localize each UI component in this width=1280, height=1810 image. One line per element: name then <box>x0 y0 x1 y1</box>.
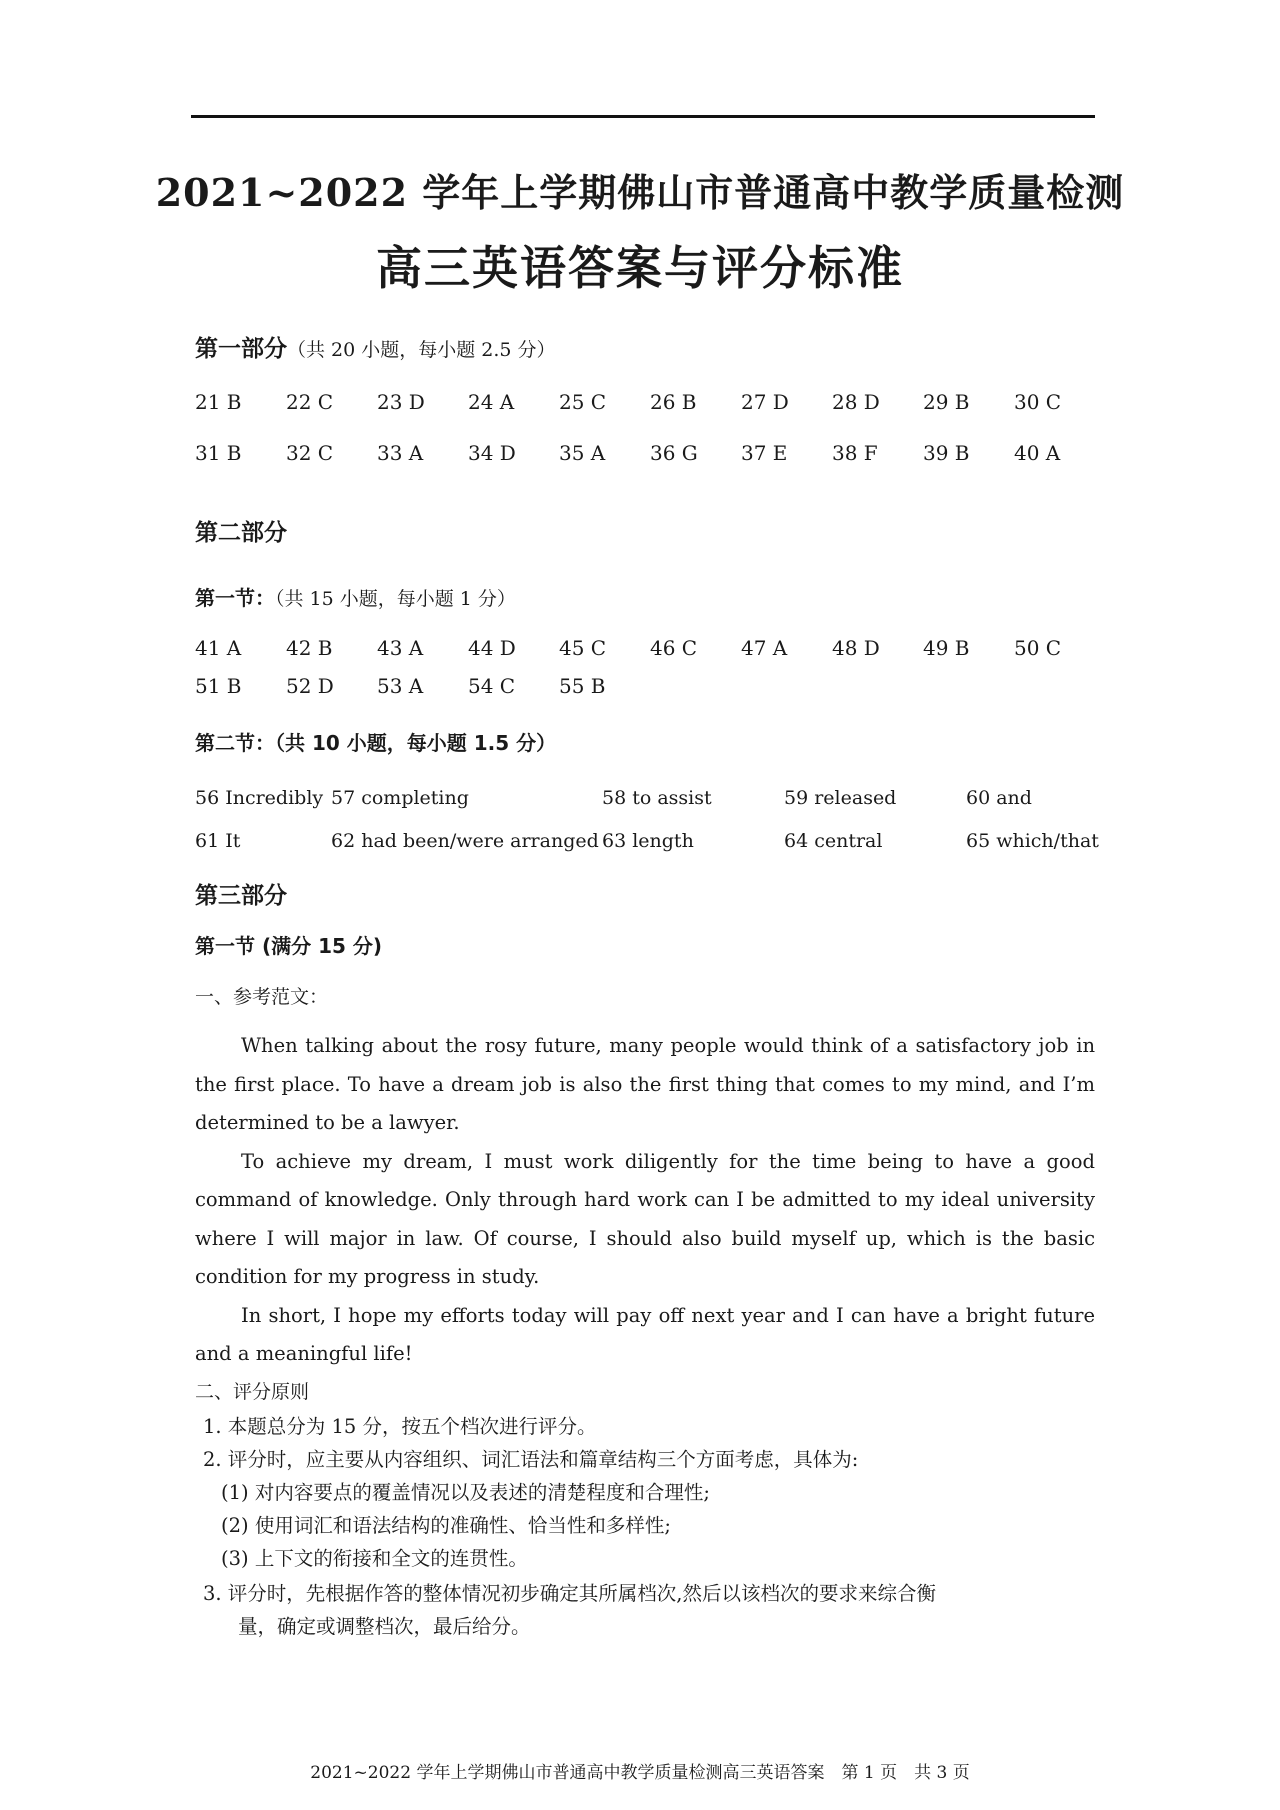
answer-item: 23 D <box>377 390 425 414</box>
answer-item: 29 B <box>923 390 970 414</box>
answer-item: 38 F <box>832 441 878 465</box>
document-subtitle: 高三英语答案与评分标准 <box>376 241 904 295</box>
answer-item: 48 D <box>832 636 880 660</box>
part1-answer-row-2 <box>195 441 1095 471</box>
part2-fill-row-2 <box>195 830 1115 860</box>
answer-item: 22 C <box>286 390 334 414</box>
rule-2-item-2: (2) 使用词汇和语法结构的准确性、恰当性和多样性; <box>221 1514 671 1537</box>
part2-answer-row-1 <box>195 636 1095 666</box>
part2-section2-heading: 第二节：（共 10 小题，每小题 1.5 分） <box>195 731 557 755</box>
fill-answer: 61 It <box>195 830 241 852</box>
answer-item: 26 B <box>650 390 697 414</box>
fill-answer: 62 had been/were arranged <box>331 830 599 852</box>
part1-note: （共 20 小题，每小题 2.5 分） <box>287 339 556 361</box>
fill-answer: 59 released <box>784 787 897 809</box>
answer-item: 32 C <box>286 441 334 465</box>
answer-item: 33 A <box>377 441 424 465</box>
essay-paragraph: In short, I hope my efforts today will pay off next year and I can have a bright future and a meaningful life! <box>195 1303 1095 1365</box>
answer-item: 49 B <box>923 636 970 660</box>
sample-essay-label: 一、参考范文： <box>195 986 329 1008</box>
part2-section1-heading-block <box>195 582 516 611</box>
rule-3-line-2: 量，确定或调整档次，最后给分。 <box>238 1615 531 1638</box>
part1-heading: 第一部分 <box>195 336 287 362</box>
answer-item: 51 B <box>195 674 242 698</box>
answer-item: 54 C <box>468 674 516 698</box>
fill-answer: 60 and <box>966 787 1032 809</box>
rule-2-item-3: (3) 上下文的衔接和全文的连贯性。 <box>221 1547 528 1570</box>
part3-section1-heading: 第一节 (满分 15 分) <box>195 934 383 958</box>
fill-answer: 58 to assist <box>602 787 712 809</box>
exam-title: 2021~2022 学年上学期佛山市普通高中教学质量检测 <box>155 170 1125 215</box>
part1-heading-block <box>195 330 556 363</box>
fill-answer: 63 length <box>602 830 694 852</box>
top-rule <box>191 115 1095 118</box>
answer-item: 41 A <box>195 636 242 660</box>
answer-item: 45 C <box>559 636 607 660</box>
answer-item: 30 C <box>1014 390 1062 414</box>
answer-item: 55 B <box>559 674 606 698</box>
rule-2-item-1: (1) 对内容要点的覆盖情况以及表述的清楚程度和合理性; <box>221 1481 710 1504</box>
fill-answer: 64 central <box>784 830 883 852</box>
answer-item: 47 A <box>741 636 788 660</box>
part2-fill-row-1 <box>195 787 1115 817</box>
answer-item: 21 B <box>195 390 242 414</box>
essay-paragraph: When talking about the rosy future, many people would think of a satisfactory job in the first place. To have a dream job is also the first thing that comes to my mind, and I’m determined to be a lawyer. <box>195 1034 1095 1134</box>
answer-item: 25 C <box>559 390 607 414</box>
rule-2: 2. 评分时，应主要从内容组织、词汇语法和篇章结构三个方面考虑，具体为: <box>203 1448 859 1471</box>
answer-item: 43 A <box>377 636 424 660</box>
answer-item: 52 D <box>286 674 334 698</box>
part3-heading: 第三部分 <box>195 883 287 909</box>
answer-item: 36 G <box>650 441 698 465</box>
scoring-rules-label: 二、评分原则 <box>195 1381 310 1403</box>
part2-section1-note: （共 15 小题，每小题 1 分） <box>275 588 516 610</box>
rule-1: 1. 本题总分为 15 分，按五个档次进行评分。 <box>203 1415 597 1438</box>
answer-item: 35 A <box>559 441 606 465</box>
answer-item: 34 D <box>468 441 516 465</box>
answer-item: 50 C <box>1014 636 1062 660</box>
fill-answer: 57 completing <box>331 787 469 809</box>
part2-heading: 第二部分 <box>195 520 287 546</box>
part2-answer-row-2 <box>195 674 1095 704</box>
part1-answer-row-1 <box>195 390 1095 420</box>
answer-item: 42 B <box>286 636 333 660</box>
answer-item: 39 B <box>923 441 970 465</box>
answer-item: 28 D <box>832 390 880 414</box>
fill-answer: 56 Incredibly <box>195 787 324 809</box>
fill-answer: 65 which/that <box>966 830 1099 852</box>
rule-3-line-1: 3. 评分时，先根据作答的整体情况初步确定其所属档次,然后以该档次的要求来综合衡 <box>203 1582 937 1605</box>
page-footer: 2021~2022 学年上学期佛山市普通高中教学质量检测高三英语答案 第 1 页 共 3 页 <box>310 1763 970 1783</box>
sample-essay <box>195 1027 1095 1374</box>
answer-item: 27 D <box>741 390 789 414</box>
answer-item: 40 A <box>1014 441 1061 465</box>
part2-section1-heading: 第一节： <box>195 586 275 610</box>
answer-item: 24 A <box>468 390 515 414</box>
answer-item: 44 D <box>468 636 516 660</box>
answer-item: 46 C <box>650 636 698 660</box>
essay-paragraph: To achieve my dream, I must work diligently for the time being to have a good command of knowledge. Only through hard work can I be admitted to my ideal university where I will major in law. Of course, I should also build myself up, which is the basic condition for my progress in study. <box>195 1149 1095 1288</box>
answer-item: 37 E <box>741 441 788 465</box>
answer-item: 31 B <box>195 441 242 465</box>
answer-item: 53 A <box>377 674 424 698</box>
